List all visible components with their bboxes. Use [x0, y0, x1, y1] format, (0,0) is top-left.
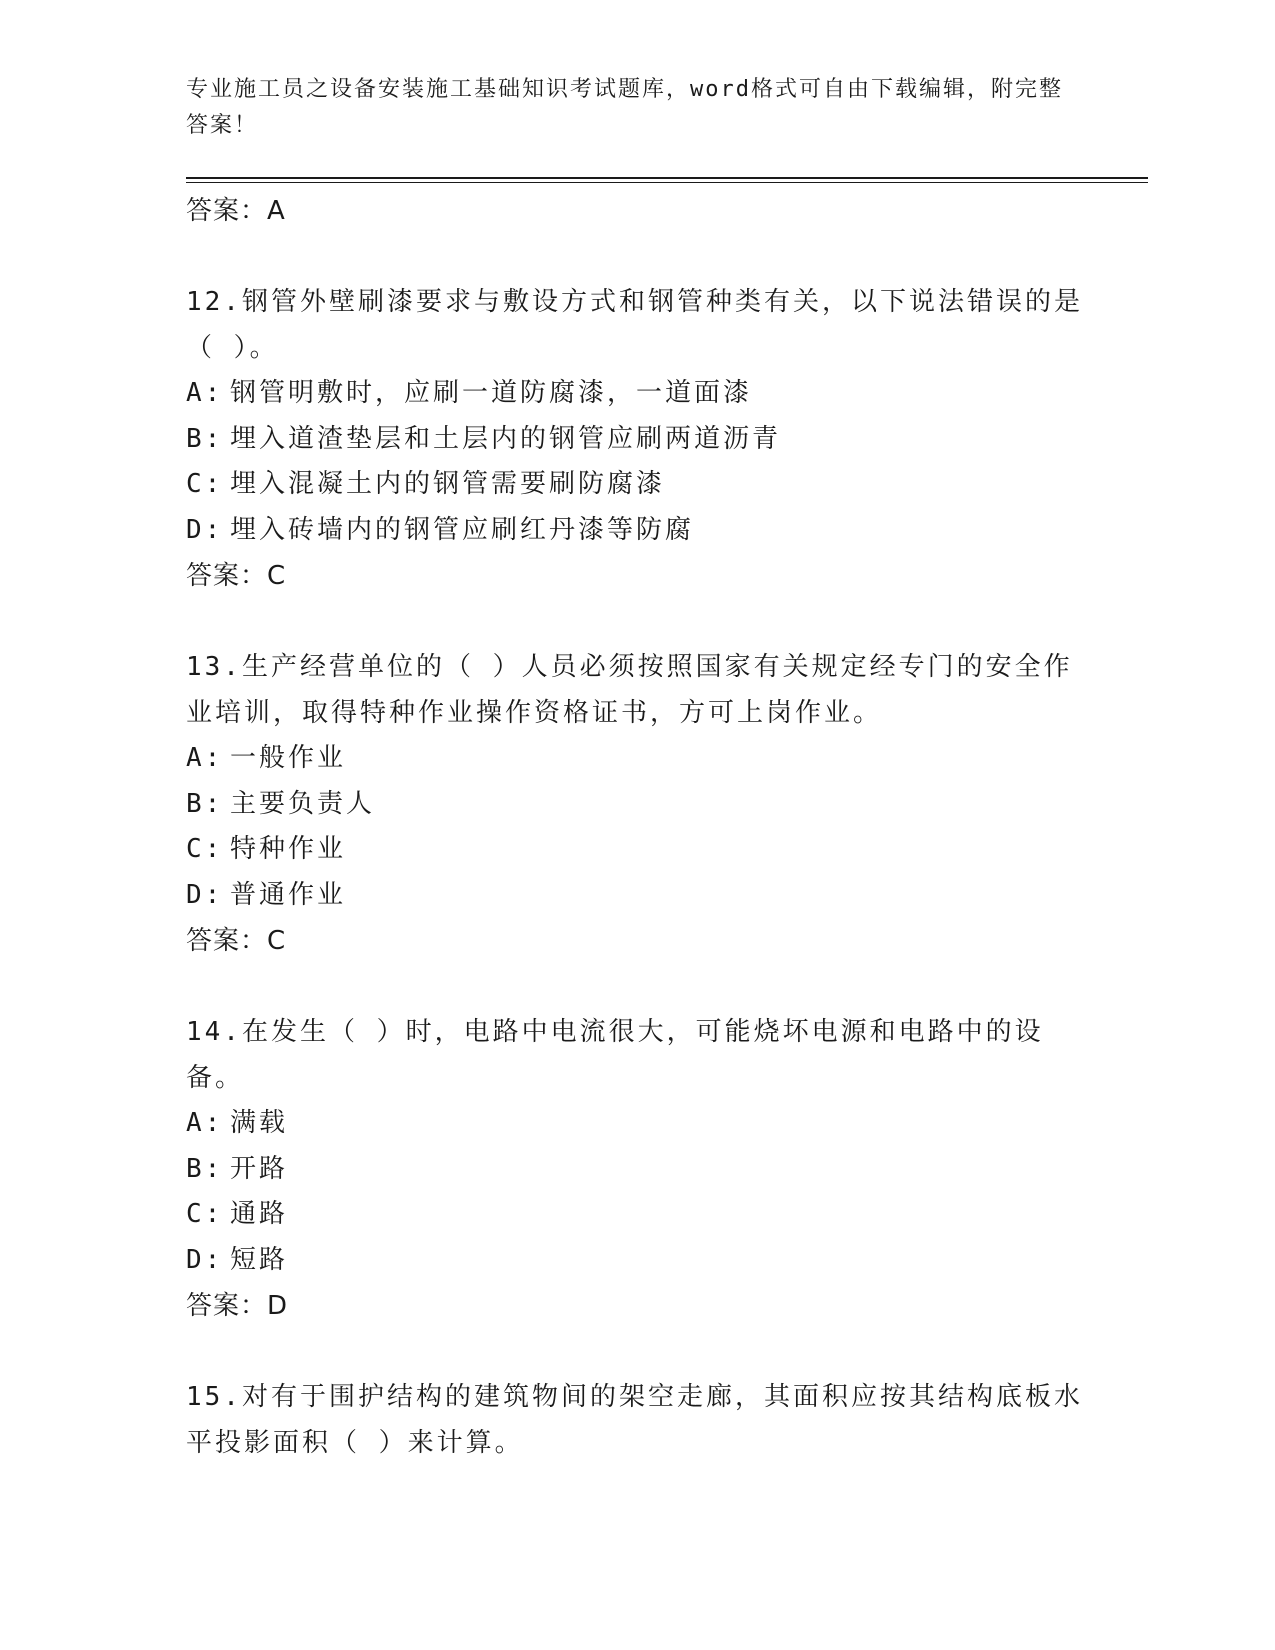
option-c: [186, 827, 1086, 873]
option-text: 满载: [230, 1108, 289, 1138]
header-divider-thin: [186, 182, 1148, 183]
question-stem: 12.钢管外壁刷漆要求与敷设方式和钢管种类有关，以下说法错误的是（ ）。: [186, 287, 1083, 363]
option-letter: B:: [186, 423, 224, 454]
option-letter: A:: [186, 378, 224, 408]
option-letter: A:: [186, 743, 224, 773]
option-b: [186, 782, 1086, 828]
option-d: [186, 1238, 1086, 1284]
question-list: [186, 188, 1086, 1466]
option-d: [186, 873, 1086, 919]
answer: 答案：D: [186, 1291, 289, 1321]
option-letter: D:: [186, 879, 224, 910]
question-13: [186, 644, 1086, 964]
option-a: [186, 371, 1086, 417]
option-a: [186, 1101, 1086, 1147]
option-text: 埋入混凝土内的钢管需要刷防腐漆: [230, 469, 666, 499]
question-15: [186, 1374, 1086, 1466]
option-text: 短路: [230, 1244, 289, 1275]
option-letter: B:: [186, 1153, 224, 1184]
answer: 答案：C: [186, 926, 287, 956]
option-d: [186, 508, 1086, 554]
option-text: 主要负责人: [230, 788, 376, 819]
header-divider-thick: [186, 177, 1148, 179]
option-text: 埋入砖墙内的钢管应刷红丹漆等防腐: [230, 514, 695, 545]
question-stem: 14.在发生（ ）时，电路中电流很大，可能烧坏电源和电路中的设备。: [186, 1017, 1044, 1093]
option-text: 通路: [230, 1199, 289, 1229]
option-c: [186, 1192, 1086, 1238]
option-letter: D:: [186, 1244, 224, 1275]
option-letter: B:: [186, 788, 224, 819]
previous-answer: 答案：A: [186, 196, 286, 226]
option-c: [186, 462, 1086, 508]
option-text: 一般作业: [230, 743, 347, 773]
option-text: 开路: [230, 1153, 289, 1184]
option-text: 钢管明敷时，应刷一道防腐漆，一道面漆: [230, 378, 753, 408]
option-letter: C:: [186, 834, 224, 864]
option-letter: D:: [186, 514, 224, 545]
option-text: 特种作业: [230, 834, 347, 864]
question-stem: 15.对有于围护结构的建筑物间的架空走廊，其面积应按其结构底板水平投影面积（ ）来计算。: [186, 1382, 1083, 1458]
option-text: 埋入道渣垫层和土层内的钢管应刷两道沥青: [230, 423, 782, 454]
option-letter: A:: [186, 1108, 224, 1138]
option-letter: C:: [186, 469, 224, 499]
question-stem: 13.生产经营单位的（ ）人员必须按照国家有关规定经专门的安全作业培训，取得特种作业操作资格证书，方可上岗作业。: [186, 652, 1073, 728]
option-b: [186, 1147, 1086, 1193]
document-header: 专业施工员之设备安装施工基础知识考试题库，word格式可自由下载编辑，附完整答案！: [186, 77, 1063, 138]
option-letter: C:: [186, 1199, 224, 1229]
question-12: [186, 279, 1086, 599]
option-text: 普通作业: [230, 879, 347, 910]
option-b: [186, 417, 1086, 463]
option-a: [186, 736, 1086, 782]
answer: 答案：C: [186, 561, 287, 591]
question-14: [186, 1009, 1086, 1329]
